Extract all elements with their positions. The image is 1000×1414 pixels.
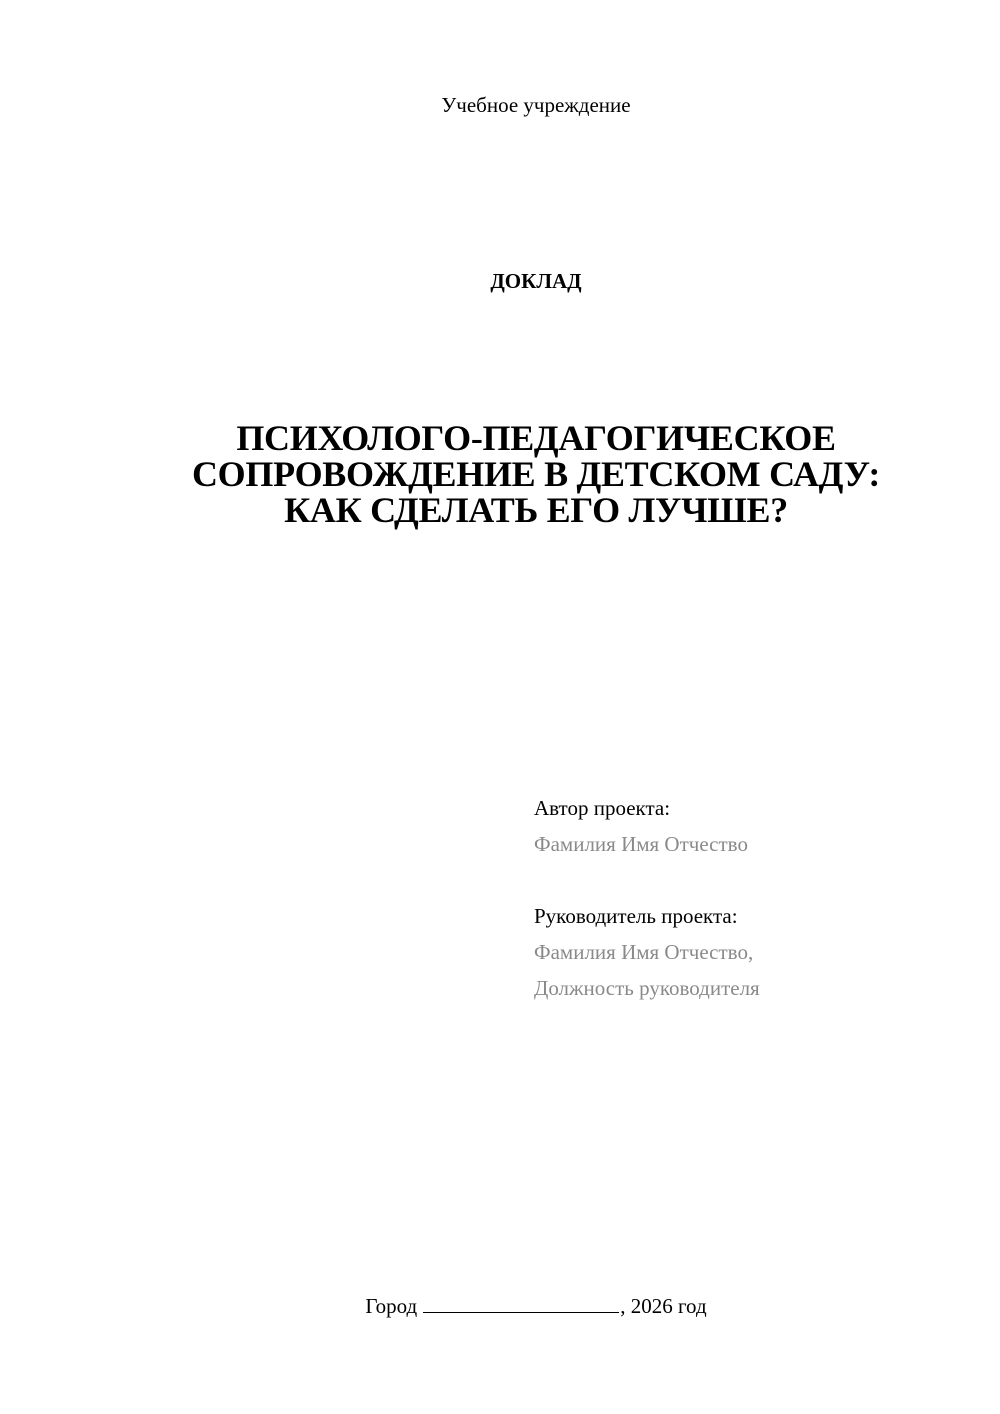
- title-line-2: СОПРОВОЖДЕНИЕ В ДЕТСКОМ САДУ:: [191, 454, 881, 494]
- author-name: Фамилия Имя Отчество: [534, 832, 748, 856]
- supervisor-name: Фамилия Имя Отчество,: [534, 940, 754, 964]
- credits-spacer: [534, 862, 974, 898]
- document-title: [130, 420, 942, 528]
- institution-name: Учебное учреждение: [441, 93, 631, 117]
- supervisor-position: Должность руководителя: [534, 976, 760, 1000]
- title-line-1: ПСИХОЛОГО-ПЕДАГОГИЧЕСКОЕ: [236, 418, 836, 458]
- supervisor-label: Руководитель проекта:: [534, 904, 738, 928]
- credits-block: [534, 790, 974, 1006]
- document-type: ДОКЛАД: [490, 269, 582, 293]
- year-text: , 2026 год: [620, 1294, 707, 1318]
- city-blank-line: [423, 1292, 619, 1313]
- city-label: Город: [365, 1294, 418, 1318]
- title-line-3: КАК СДЕЛАТЬ ЕГО ЛУЧШЕ?: [284, 490, 788, 530]
- author-label: Автор проекта:: [534, 796, 671, 820]
- footer-city-year: [0, 1292, 1000, 1319]
